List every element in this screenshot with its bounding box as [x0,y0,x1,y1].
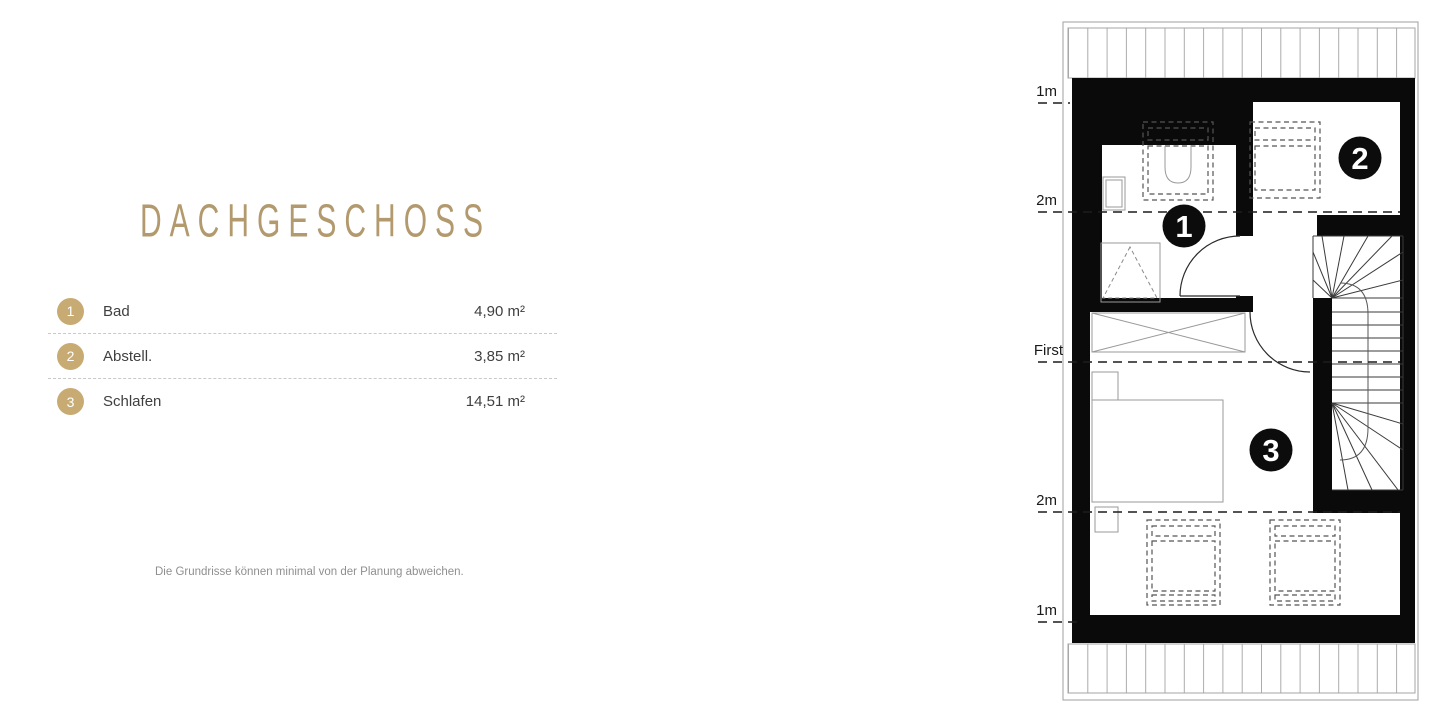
storage-unit-symbol [1250,122,1320,198]
room-2-badge-number: 2 [66,348,75,364]
room-2-area: 3,85 m² [474,347,525,365]
room-3-area: 14,51 m² [465,393,525,410]
page-title: DACHGESCHOSS [140,196,492,248]
room-1-area: 4,90 m² [474,302,525,320]
skylight-symbol-left [1147,520,1220,605]
room-1-label: Bad [103,302,130,320]
disclaimer-note: Die Grundrisse können minimal von der Planung abweichen. [155,566,464,578]
room-2-marker-number: 2 [1351,141,1369,176]
height-label-2m-top: 2m [1036,192,1057,209]
height-label-1m-top: 1m [1036,83,1057,100]
room-1-marker-number: 1 [1175,209,1193,244]
room-3-marker-number: 3 [1262,433,1280,468]
room-3-marker [1250,429,1293,472]
room3-door-arc [1250,312,1310,372]
room-1-marker [1163,205,1206,248]
radiator-symbol [1103,177,1125,210]
room-2-label: Abstell. [103,347,153,365]
room-3-label: Schlafen [103,393,162,410]
height-label-1m-bottom: 1m [1036,602,1057,619]
roof-hatch-top [1068,28,1415,78]
room-2-marker [1339,137,1382,180]
height-label-2m-bottom: 2m [1036,492,1057,509]
height-label-first: First [1033,342,1063,359]
bed-symbol [1092,372,1223,532]
wardrobe-symbol [1092,313,1245,352]
room-1-badge-number: 1 [66,303,75,319]
room-3-badge-number: 3 [66,393,75,410]
skylight-symbol-right [1270,520,1340,605]
roof-hatch-bottom [1068,644,1415,693]
shower-symbol [1101,243,1160,302]
